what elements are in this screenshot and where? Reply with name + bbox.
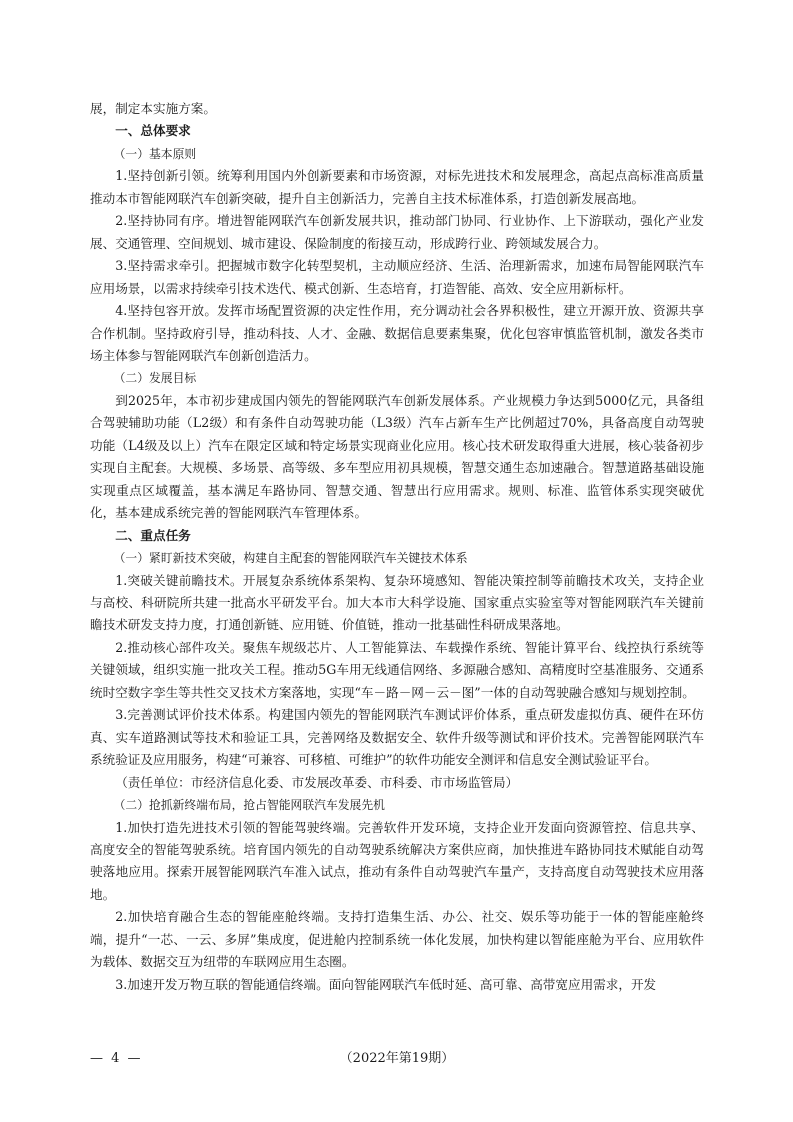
paragraph: 1.加快打造先进技术引领的智能驾驶终端。完善软件开发环境，支持企业开发面向资源管控、信息共享、高度安全的智能驾驶系统。培育国内领先的自动驾驶系统解决方案供应商，加快推进车路协同技术赋能自动驾驶落地应用。探索开展智能网联汽车准入试点，推动有条件自动驾驶汽车量产，支持高度自动驾驶技术应用落地。 [90, 819, 704, 902]
body-text [90, 98, 704, 996]
section-heading: 一、总体要求 [115, 123, 191, 139]
section-heading: 二、重点任务 [115, 527, 191, 543]
paragraph: 2.加快培育融合生态的智能座舱终端。支持打造集生活、办公、社交、娱乐等功能于一体的智能座舱终端，提升“一芯、一云、多屏”集成度，促进舱内控制系统一体化发展，加快构建以智能座舱为平台、应用软件为载体、数据交互为纽带的车联网应用生态圈。 [90, 909, 704, 970]
paragraph-continuation: 展，制定本实施方案。 [90, 101, 216, 116]
paragraph: 4.坚持包容开放。发挥市场配置资源的决定性作用，充分调动社会各界积极性，建立开源开放、资源共享合作机制。坚持政府引导，推动科技、人才、金融、数据信息要素集聚，优化包容审慎监管机制，激发各类市场主体参与智能网联汽车创新创造活力。 [90, 303, 704, 363]
paragraph: 2.坚持协同有序。增进智能网联汽车创新发展共识，推动部门协同、行业协作、上下游联动，强化产业发展、交通管理、空间规划、城市建设、保险制度的衔接互动，形成跨行业、跨领域发展合力。 [90, 213, 704, 251]
paragraph: 3.坚持需求牵引。把握城市数字化转型契机，主动顺应经济、生活、治理新需求，加速布局智能网联汽车应用场景，以需求持续牵引技术迭代、模式创新、生态培育，打造智能、高效、安全应用新标杆。 [90, 258, 704, 296]
subsection-heading: （二）发展目标 [113, 371, 197, 386]
page-number: — 4 — [90, 1051, 143, 1066]
paragraph: （责任单位：市经济信息化委、市发展改革委、市科委、市市场监管局） [115, 774, 519, 790]
paragraph: 3.完善测试评价技术体系。构建国内领先的智能网联汽车测试评价体系，重点研发虚拟仿真、硬件在环仿真、实车道路测试等技术和验证工具，完善网络及数据安全、软件升级等测试和评价技术。完善智能网联汽车系统验证及应用服务，构建“可兼容、可移植、可维护”的软件功能安全测评和信息安全测试验证平台。 [90, 707, 704, 768]
paragraph: 1.突破关键前瞻技术。开展复杂系统体系架构、复杂环境感知、智能决策控制等前瞻技术攻关，支持企业与高校、科研院所共建一批高水平研发平台。加大本市大科学设施、国家重点实验室等对智能网联汽车关键前瞻技术研发支持力度，打通创新链、应用链、价值链，推动一批基础性科研成果落地。 [90, 572, 704, 633]
paragraph: 到2025年，本市初步建成国内领先的智能网联汽车创新发展体系。产业规模力争达到5000亿元，具备组合驾驶辅助功能（L2级）和有条件自动驾驶功能（L3级）汽车占新车生产比例超过70%，具备高度自动驾驶功能（L4级及以上）汽车在限定区域和特定场景实现商业化应用。核心技术研发取得重大进展，核心装备初步实现自主配套。大规模、多场景、高等级、多车型应用初具规模，智慧交通生态加速融合。智慧道路基础设施实现重点区域覆盖，基本满足车路协同、智慧交通、智慧出行应用需求。规则、标准、监管体系实现突破优化，基本建成系统完善的智能网联汽车管理体系。 [90, 392, 704, 521]
subsection-heading: （一）基本原则 [113, 146, 197, 161]
paragraph: 1.坚持创新引领。统筹利用国内外创新要素和市场资源，对标先进技术和发展理念，高起点高标准高质量推动本市智能网联汽车创新突破，提升自主创新活力，完善自主技术标准体系，打造创新发展高地。 [90, 168, 704, 206]
paragraph: 3.加速开发万物互联的智能通信终端。面向智能网联汽车低时延、高可靠、高带宽应用需求，开发 [115, 976, 657, 992]
subsection-heading: （一）紧盯新技术突破，构建自主配套的智能网联汽车关键技术体系 [113, 551, 468, 566]
issue-number: （2022年第19期） [339, 1051, 455, 1066]
paragraph: 2.推动核心部件攻关。聚焦车规级芯片、人工智能算法、车载操作系统、智能计算平台、线控执行系统等关键领域，组织实施一批攻关工程。推动5G车用无线通信网络、多源融合感知、高精度时空基准服务、交通系统时空数字孪生等共性交叉技术方案落地，实现“车－路－网－云－图”一体的自动驾驶融合感知与规划控制。 [90, 639, 704, 700]
subsection-heading: （二）抢抓新终端布局，抢占智能网联汽车发展先机 [113, 798, 385, 813]
